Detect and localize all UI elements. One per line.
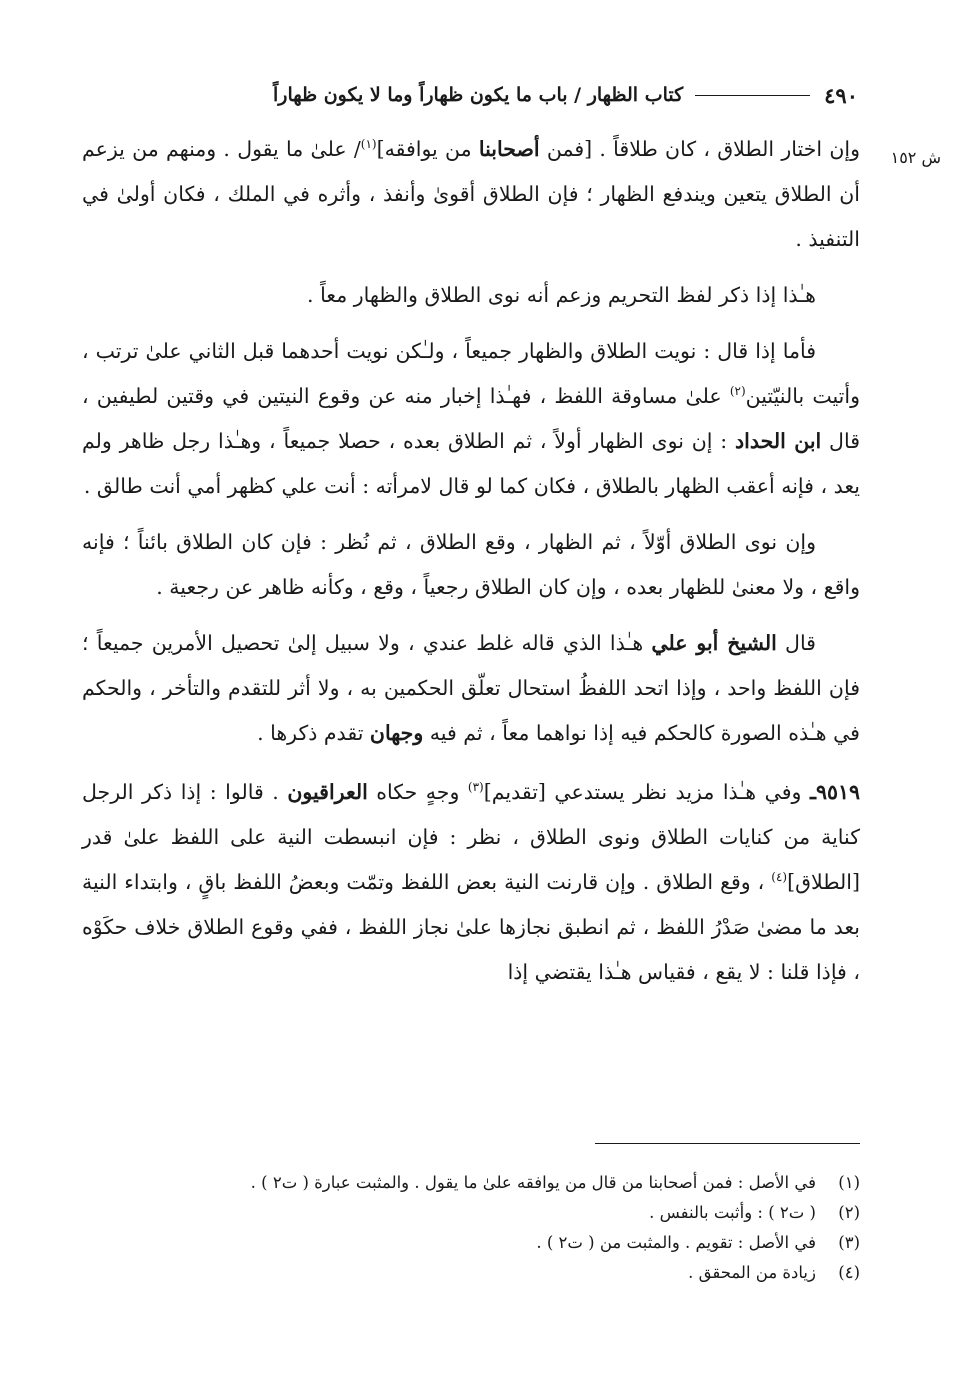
- footnote-number: (٢): [838, 1203, 860, 1222]
- header-rule: [695, 95, 810, 96]
- bold-term: أصحابنا: [478, 137, 540, 161]
- footnote-number: (٤): [838, 1263, 860, 1282]
- footnote-text: في الأصل : تقويم . والمثبت من ( ت٢ ) .: [536, 1233, 816, 1252]
- issue-paragraph: [82, 770, 860, 995]
- chapter-title: كتاب الظهار / باب ما يكون ظهاراً وما لا يكون ظهاراً: [272, 84, 684, 106]
- paragraph-1: [82, 127, 860, 262]
- text-run: من يوافقه]: [376, 137, 479, 161]
- text-run: علىٰ مساوقة اللفظ ، فهـٰذا إخبار منه عن وقوع النيتين في وقتين لطيفين ، قال: [82, 384, 860, 453]
- paragraph-5: [82, 621, 860, 756]
- footnote: [100, 1258, 860, 1288]
- bold-term: وجهان: [369, 721, 424, 745]
- running-header: [80, 78, 858, 112]
- page-number: ٤٩٠: [824, 82, 858, 108]
- manuscript-page-reference: ش ١٥٢: [890, 148, 941, 167]
- footnote: [100, 1168, 860, 1198]
- issue-number: ٩٥١٩ـ: [809, 780, 860, 804]
- footnote-ref: (٣): [467, 780, 484, 795]
- footnote-ref: (٤): [771, 870, 788, 885]
- text-run: . قالوا : إذا ذكر الرجل كناية من كنايات الطلاق ونوى الطلاق ، نظر : فإن انبسطت النية على اللفظ علىٰ قدر [الطلاق]: [82, 780, 860, 894]
- paragraph-3: [82, 329, 860, 509]
- text-run: / علىٰ ما يقول . ومنهم من يزعم أن الطلاق يتعين ويندفع الظهار ؛ فإن الطلاق أقوىٰ وأنفذ ، وأثره في الملك ، فكان أولىٰ في التنفيذ .: [82, 137, 860, 251]
- paragraph-4: وإن نوى الطلاق أوّلاً ، ثم الظهار ، وقع الطلاق ، ثم نُظر : فإن كان الطلاق بائناً ؛ فإنه واقع ، ولا معنىٰ للظهار بعده ، وإن كان الطلاق رجعياً ، وقع ، وكأنه ظاهر عن رجعية .: [82, 530, 860, 599]
- text-run: هـٰذا الذي قاله غلط عندي ، ولا سبيل إلىٰ تحصيل الأمرين جميعاً ؛ فإن اللفظ واحد ، وإذا اتحد اللفظُ استحال تعلّق الحكمين به ، ولا أثر للتقدم والتأخر ، والحكم في هـٰذه الصورة كالحكم فيه إذا نواهما معاً ، ثم فيه: [82, 631, 860, 745]
- text-run: : إن نوى الظهار أولاً ، ثم الطلاق بعده ، حصلا جميعاً ، وهـٰذا رجل ظاهر ولم يعد ، فإنه أعقب الظهار بالطلاق ، فكان كما لو قال لامرأته : أنت علي كظهر أمي أنت طالق .: [82, 429, 860, 498]
- text-run: قال: [776, 631, 816, 655]
- footnote-text: زيادة من المحقق .: [688, 1263, 816, 1282]
- text-run: ، وقع الطلاق . وإن قارنت النية بعض اللفظ وتمّت وبعضُ اللفظ باقٍ ، وابتداء النية بعد ما مضىٰ صَدْرُ اللفظ ، ثم انطبق نجازها علىٰ نجاز اللفظ ، ففي وقوع الطلاق خلاف حكَوْه ، فإذا قلنا : لا يقع ، فقياس هـٰذا يقتضي إذا: [82, 870, 860, 984]
- footnote: [100, 1198, 860, 1228]
- text-run: فأما إذا قال : نويت الطلاق والظهار جميعاً ، ولـٰكن نويت أحدهما قبل الثاني علىٰ ترتب ، وأتيت بالنيّتين: [82, 339, 860, 408]
- text-run: وفي هـٰذا مزيد نظر يستدعي [تقديم]: [483, 780, 810, 804]
- footnote-separator: [595, 1143, 860, 1144]
- bold-term: العراقيون: [287, 780, 368, 804]
- footnote-ref: (٢): [729, 384, 746, 399]
- bold-name: الشيخ أبو علي: [651, 631, 777, 655]
- footnote-text: ( ت٢ ) : وأثبت بالنفس .: [649, 1203, 816, 1222]
- footnote-text: في الأصل : فمن أصحابنا من قال من يوافقه علىٰ ما يقول . والمثبت عبارة ( ت٢ ) .: [250, 1173, 816, 1192]
- text-run: وجهٍ حكاه: [367, 780, 468, 804]
- text-run: وإن اختار الطلاق ، كان طلاقاً . [فمن: [539, 137, 860, 161]
- main-text: [82, 127, 860, 1006]
- footnotes: [100, 1168, 860, 1288]
- footnote: [100, 1228, 860, 1258]
- paragraph-2: هـٰذا إذا ذكر لفظ التحريم وزعم أنه نوى الطلاق والظهار معاً .: [307, 283, 816, 307]
- footnote-ref: (١): [360, 137, 377, 152]
- footnote-number: (١): [838, 1173, 860, 1192]
- bold-name: ابن الحداد: [735, 429, 822, 453]
- footnote-number: (٣): [838, 1233, 860, 1252]
- text-run: تقدم ذكرها .: [257, 721, 370, 745]
